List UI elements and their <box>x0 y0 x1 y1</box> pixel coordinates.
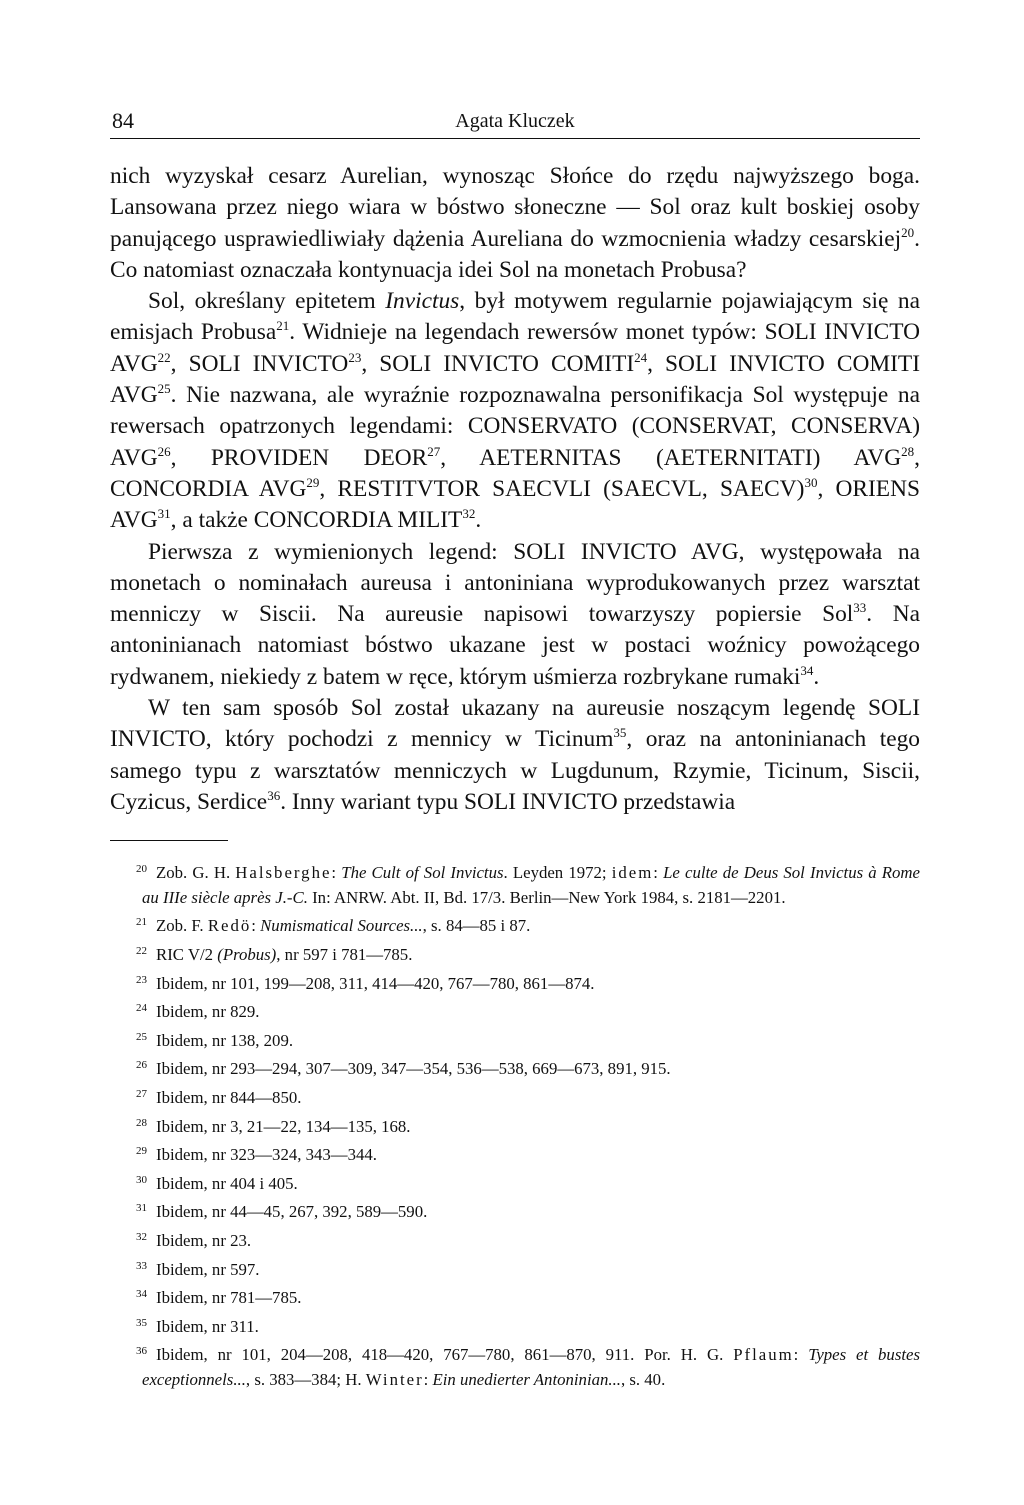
text-run: . <box>813 663 820 690</box>
footnote <box>110 1311 920 1340</box>
footnote <box>110 1168 920 1197</box>
footnote-reference: 24 <box>634 349 648 365</box>
footnote-reference: 27 <box>427 443 441 459</box>
text-run: . Nie nazwana, ale wyraźnie rozpoznawalna personifikacja Sol występuje na rewersach opatrzonych legendami: CONSERVATO (CONSERVAT, CONSERVA) AVG <box>110 382 920 471</box>
italic-text: Numismatical Sources... <box>260 916 423 936</box>
paragraph <box>110 693 920 818</box>
footnote <box>110 1053 920 1082</box>
text-run: : <box>331 863 342 883</box>
text-run: : <box>653 863 664 883</box>
footnote <box>110 1025 920 1054</box>
footnote-number: 27 <box>136 1087 147 1100</box>
footnote-reference: 36 <box>267 787 281 803</box>
footnote-reference: 31 <box>157 506 171 522</box>
text-run: , s. 84—85 i 87. <box>422 916 531 936</box>
footnote <box>110 939 920 968</box>
text-run: : <box>251 916 261 936</box>
author-name: Pflaum <box>733 1345 794 1365</box>
text-run: , a także CONCORDIA MILIT <box>170 507 463 534</box>
text-run: Pierwsza z wymienionych legend: SOLI INVICTO AVG, występowała na monetach o nominałach aureusa i antoniniana wyprodukowanych przez warsztat menniczy w Siscii. Na aureusie napisowi towarzyszy popiersie Sol <box>110 538 920 628</box>
text-run: . Na antoninianach natomiast bóstwo ukazane jest w postaci woźnicy powożącego rydwanem, niekiedy z batem w ręce, którym uśmierza rozbrykane rumaki <box>110 601 920 690</box>
footnote-reference: 25 <box>157 381 171 397</box>
footnote-number: 30 <box>136 1173 147 1186</box>
text-run: , był motywem regularnie pojawiającym się na emisjach Probusa <box>110 288 921 346</box>
footnote <box>110 1139 920 1168</box>
footnote-reference: 26 <box>157 443 171 459</box>
footnote <box>110 1196 920 1225</box>
footnote-number: 33 <box>136 1259 147 1272</box>
text-run: Ibidem, nr 323—324, 343—344. <box>156 1145 377 1165</box>
text-run: , SOLI INVICTO COMITI AVG <box>110 350 920 409</box>
italic-text: Ein unedierter Antoninian... <box>432 1369 621 1389</box>
footnote <box>110 1225 920 1254</box>
text-run: Zob. G. H. <box>156 863 236 883</box>
document-page <box>110 100 920 1393</box>
paragraph <box>110 286 920 536</box>
footnote <box>110 1282 920 1311</box>
text-run: . <box>475 507 482 534</box>
text-run: , oraz na antoninianach tego samego typu z warsztatów menniczych w Lugdunum, Rzymie, Ticinum, Siscii, Cyzicus, Serdice <box>110 726 921 815</box>
footnote-reference: 30 <box>804 474 818 490</box>
text-run: Ibidem, nr 293—294, 307—309, 347—354, 536—538, 669—673, 891, 915. <box>156 1059 671 1079</box>
text-run: , ORIENS AVG <box>110 475 920 534</box>
footnote-reference: 32 <box>462 506 476 522</box>
footnote <box>110 1339 920 1392</box>
italic-text: Le culte de Deus Sol Invictus à Rome au IIIe siècle après J.-C. <box>142 863 921 907</box>
text-run: , PROVIDEN DEOR <box>170 444 428 471</box>
footnote-reference: 21 <box>276 318 290 334</box>
footnote <box>110 1111 920 1140</box>
text-run: Ibidem, nr 597. <box>156 1259 260 1279</box>
text-run: Zob. F. <box>156 916 208 936</box>
text-run: , s. 383—384; H. <box>245 1369 366 1389</box>
footnote <box>110 996 920 1025</box>
italic-text: (Probus) <box>217 945 277 965</box>
footnote-separator <box>110 840 228 841</box>
footnote <box>110 910 920 939</box>
text-run: Sol, określany epitetem <box>148 288 386 315</box>
footnote-reference: 23 <box>348 349 362 365</box>
text-run: : <box>793 1345 809 1365</box>
text-run: In: ANRW. Abt. II, Bd. 17/3. Berlin—New York 1984, s. 2181—2201. <box>307 887 786 907</box>
footnotes <box>110 857 920 1392</box>
author-name: Halsberghe <box>235 863 332 883</box>
text-run: Ibidem, nr 844—850. <box>156 1087 302 1107</box>
text-run: , s. 40. <box>620 1369 666 1389</box>
footnote-number: 23 <box>136 973 147 986</box>
footnote-number: 24 <box>136 1002 147 1015</box>
author-name: idem <box>611 863 654 883</box>
text-run: Ibidem, nr 138, 209. <box>156 1030 294 1050</box>
italic-text: The Cult of Sol Invictus <box>341 863 504 883</box>
author-name: Redö <box>207 916 252 936</box>
text-run: Ibidem, nr 781—785. <box>156 1288 302 1308</box>
footnote-reference: 22 <box>157 349 171 365</box>
footnote-number: 20 <box>136 863 147 876</box>
text-run: , RESTITVTOR SAECVLI (SAECVL, SAECV) <box>319 475 805 502</box>
text-run: Ibidem, nr 101, 199—208, 311, 414—420, 767—780, 861—874. <box>156 973 595 993</box>
text-run: Ibidem, nr 404 i 405. <box>156 1173 298 1193</box>
footnote-number: 22 <box>136 945 147 958</box>
footnote-number: 34 <box>136 1288 147 1301</box>
footnote-reference: 29 <box>306 474 320 490</box>
footnote-number: 32 <box>136 1230 147 1243</box>
footnote-number: 31 <box>136 1202 147 1215</box>
paragraph <box>110 537 920 693</box>
italic-text: Invictus <box>385 288 460 315</box>
text-run: . Co natomiast oznaczała kontynuacja idei Sol na monetach Probusa? <box>110 225 920 283</box>
text-run: , AETERNITAS (AETERNITATI) AVG <box>440 444 902 471</box>
running-head: Agata Kluczek <box>455 110 575 132</box>
text-run: . Widnieje na legendach rewersów monet typów: SOLI INVICTO AVG <box>110 319 920 377</box>
text-run: W ten sam sposób Sol został ukazany na aureusie noszącym legendę SOLI INVICTO, który pochodzi z mennicy w Ticinum <box>110 695 920 753</box>
text-run: : <box>423 1369 433 1389</box>
text-run: Ibidem, nr 101, 204—208, 418—420, 767—780, 861—870, 911. Por. H. G. <box>156 1345 734 1365</box>
footnote <box>110 857 920 910</box>
text-run: . Leyden 1972; <box>503 863 612 883</box>
text-run: , SOLI INVICTO <box>170 350 349 377</box>
text-run: , CONCORDIA AVG <box>110 444 920 502</box>
text-run: Ibidem, nr 23. <box>156 1230 252 1250</box>
body-text <box>110 161 920 818</box>
text-run: Ibidem, nr 3, 21—22, 134—135, 168. <box>156 1116 411 1136</box>
text-run: , SOLI INVICTO COMITI <box>361 350 635 377</box>
footnote-reference: 28 <box>901 443 915 459</box>
text-run: Ibidem, nr 829. <box>156 1002 260 1022</box>
footnote <box>110 1082 920 1111</box>
author-name: Winter <box>365 1369 424 1389</box>
footnote-reference: 34 <box>800 662 814 678</box>
footnote-number: 28 <box>136 1116 147 1129</box>
text-run: . Inny wariant typu SOLI INVICTO przedstawia <box>280 788 736 815</box>
footnote-number: 29 <box>136 1145 147 1158</box>
footnote-reference: 20 <box>901 224 915 240</box>
footnote-number: 25 <box>136 1030 147 1043</box>
footnote-number: 35 <box>136 1316 147 1329</box>
footnote-number: 26 <box>136 1059 147 1072</box>
text-run: , nr 597 i 781—785. <box>276 945 413 965</box>
footnote-reference: 35 <box>613 725 627 741</box>
text-run: Ibidem, nr 44—45, 267, 392, 589—590. <box>156 1202 428 1222</box>
footnote-number: 36 <box>136 1345 147 1358</box>
footnote-reference: 33 <box>853 600 867 616</box>
text-run: Ibidem, nr 311. <box>156 1316 259 1336</box>
italic-text: Types et bustes exceptionnels... <box>142 1345 920 1389</box>
page-number: 84 <box>112 108 134 133</box>
footnote <box>110 968 920 997</box>
paragraph <box>110 161 920 286</box>
page-header <box>110 100 920 139</box>
footnote-number: 21 <box>136 916 147 929</box>
text-run: nich wyzyskał cesarz Aurelian, wynosząc Słońce do rzędu najwyższego boga. Lansowana przez niego wiara w bóstwo słoneczne — Sol oraz kult boskiej osoby panującego usprawiedliwiały dążenia Aureliana do wzmocnienia władzy cesarskiej <box>110 163 920 252</box>
footnote <box>110 1254 920 1283</box>
text-run: RIC V/2 <box>156 945 218 965</box>
